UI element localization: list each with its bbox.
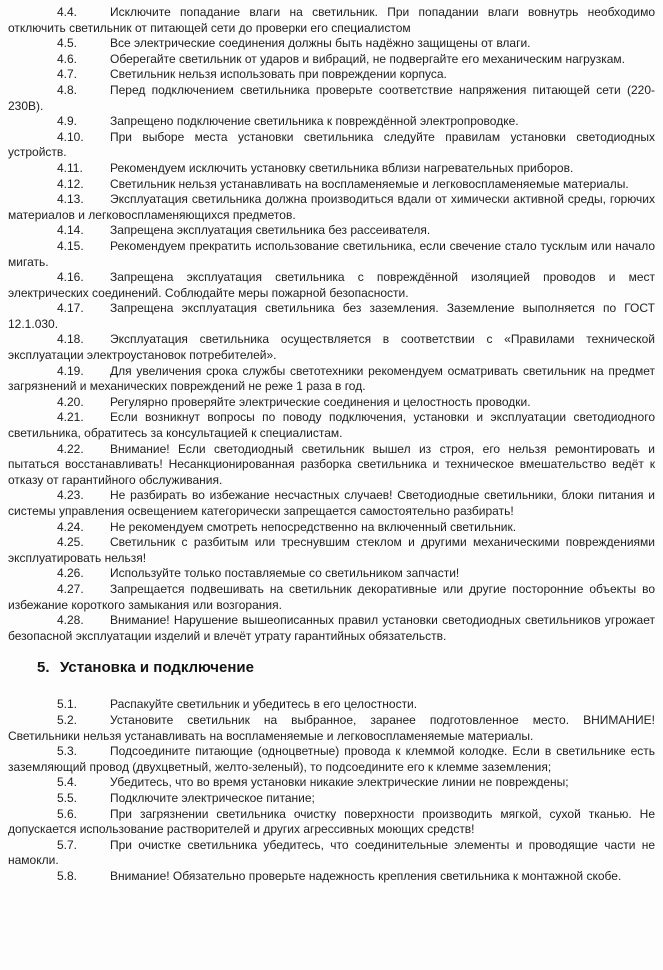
list-item [8,807,655,838]
installation-steps-list [8,697,655,884]
item-text: Все электрические соединения должны быть надёжно защищены от влаги. [110,36,531,51]
item-text: Перед подключением светильника проверьте соответствие напряжения питающей сети (220-230В). [8,82,655,113]
list-item [8,535,655,566]
item-text: Регулярно проверяйте электрические соединения и целостность проводки. [110,394,531,409]
list-item [8,36,655,52]
item-number: 4.25. [57,535,84,550]
item-text: Рекомендуем исключить установку светильника вблизи нагревательных приборов. [110,160,574,175]
item-text: Убедитесь, что во время установки никакие электрические линии не повреждены; [110,775,569,790]
item-number: 4.5. [57,36,78,51]
safety-rules-list [8,5,655,644]
list-item [8,791,655,807]
item-number: 4.19. [57,363,84,378]
item-text: Если возникнут вопросы по поводу подключения, установки и эксплуатации светодиодного светильника, обратитесь за консультацией к специалистам. [8,410,655,441]
item-number: 5.1. [57,697,78,712]
item-text: Запрещается подвешивать на светильник декоративные или другие посторонние объекты во избежание короткого замыкания или возгорания. [8,581,655,612]
item-number: 5.4. [57,775,78,790]
item-text: Установите светильник на выбранное, заранее подготовленное место. ВНИМАНИЕ! Светильники нельзя устанавливать на воспламеняемые и легковоспламеняемые материалы. [8,712,655,743]
item-number: 5.5. [57,790,78,805]
list-item [8,838,655,869]
list-item [8,488,655,519]
list-item [8,67,655,83]
list-item [8,775,655,791]
list-item [8,566,655,582]
item-text: Подсоедините питающие (одноцветные) провода к клеммой колодке. Если в светильнике есть заземляющий провод (двухцветный, желто-зеленый), то подсоедините его к клемме заземления; [8,744,655,774]
list-item [8,697,655,713]
item-number: 4.23. [57,488,84,503]
item-number: 4.11. [57,160,83,175]
item-text: Подключите электрическое питание; [110,790,315,805]
item-number: 5.7. [57,837,78,852]
list-item [8,301,655,332]
list-item [8,52,655,68]
list-item [8,744,655,775]
list-item [8,410,655,441]
item-text: Запрещена эксплуатация светильника без рассеивателя. [110,223,431,238]
item-number: 4.8. [57,82,78,97]
item-text: Внимание! Обязательно проверьте надежность крепления светильника к монтажной скобе. [110,868,622,883]
list-item [8,582,655,613]
section-heading-number: 5. [37,659,50,677]
item-text: Не разбирать во избежание несчастных случаев! Светодиодные светильники, блоки питания и системы управления освещением категорически запрещается самостоятельно разбирать! [8,488,655,518]
section-heading-label: Установка и подключение [60,659,254,677]
list-item [8,395,655,411]
list-item [8,332,655,363]
item-number: 4.13. [57,192,84,207]
item-text: Светильник нельзя устанавливать на воспламеняемые и легковоспламеняемые материалы. [110,176,629,191]
item-number: 4.14. [57,223,84,238]
item-text: Не рекомендуем смотреть непосредственно на включенный светильник. [110,519,517,534]
item-text: При загрязнении светильника очистку поверхности производить мягкой, сухой тканью. Не допускается использование растворителей и других агрессивных моющих средств! [8,806,655,837]
item-text: Используйте только поставляемые со светильником запчасти! [110,566,460,581]
item-number: 5.6. [57,806,78,821]
list-item [8,114,655,130]
item-number: 4.4. [57,5,78,19]
item-text: Рекомендуем прекратить использование светильника, если свечение стало тусклым или начало мигать. [8,238,655,269]
item-text: Запрещено подключение светильника к повреждённой электропроводке. [110,114,519,129]
list-item [8,177,655,193]
item-number: 5.2. [57,712,78,727]
item-number: 4.27. [57,581,84,596]
list-item [8,130,655,161]
list-item [8,239,655,270]
list-item [8,192,655,223]
item-text: Запрещена эксплуатация светильника без заземления. Заземление выполняется по ГОСТ 12.1.030. [8,301,655,331]
item-number: 4.26. [57,566,84,581]
item-number: 4.12. [57,176,84,191]
item-text: При очистке светильника убедитесь, что соединительные элементы и проводящие части не намокли. [8,837,655,868]
item-text: Эксплуатация светильника должна производиться вдали от химически активной среды, горючих материалов и легковоспламеняющихся предметов. [8,192,655,222]
list-item [8,223,655,239]
item-number: 4.16. [57,270,84,285]
list-item [8,613,655,644]
item-number: 5.3. [57,744,78,759]
item-number: 5.8. [57,868,78,883]
list-item [8,713,655,744]
item-text: При выборе места установки светильника следуйте правилам установки светодиодных устройств. [8,129,655,160]
list-item [8,270,655,301]
item-text: Исключите попадание влаги на светильник. При попадании влаги вовнутрь необходимо отключить светильник от питающей сети до проверки его специалистом [8,5,655,35]
item-text: Светильник с разбитым или треснувшим стеклом и другими механическими повреждениями эксплуатировать нельзя! [8,535,655,565]
list-item [8,520,655,536]
list-item [8,869,655,885]
item-number: 4.17. [57,301,84,316]
item-number: 4.15. [57,238,84,253]
item-number: 4.7. [57,67,78,82]
item-number: 4.28. [57,613,84,628]
item-text: Внимание! Нарушение вышеописанных правил установки светодиодных светильников угрожает безопасной эксплуатации изделий и влечёт утрату гарантийных обязательств. [8,613,655,643]
item-text: Светильник нельзя использовать при повреждении корпуса. [110,67,447,82]
item-number: 4.18. [57,332,84,347]
item-text: Эксплуатация светильника осуществляется в соответствии с «Правилами технической эксплуатации электроустановок потребителей». [8,332,655,363]
item-text: Запрещена эксплуатация светильника с повреждённой изоляцией проводов и мест электрических соединений. Соблюдайте меры пожарной безопасности. [8,270,655,300]
list-item [8,5,655,36]
item-number: 4.21. [57,410,84,425]
item-text: Для увеличения срока службы светотехники рекомендуем осматривать светильник на предмет загрязнений и механических повреждений не реже 1 раза в год. [8,363,655,394]
item-number: 4.9. [57,114,78,129]
item-text: Оберегайте светильник от ударов и вибраций, не подвергайте его механическим нагрузкам. [110,51,625,66]
list-item [8,364,655,395]
list-item [8,83,655,114]
item-number: 4.10. [57,129,84,144]
item-number: 4.22. [57,441,84,456]
list-item [8,442,655,489]
item-number: 4.6. [57,51,78,66]
item-text: Внимание! Если светодиодный светильник вышел из строя, его нельзя ремонтировать и пытаться восстанавливать! Несанкционированная разборка светильника и техническое вмешательство ведёт к отказу от гарантийного обслуживания. [8,441,655,487]
item-number: 4.20. [57,394,84,409]
section-heading [37,659,655,677]
item-number: 4.24. [57,519,84,534]
item-text: Распакуйте светильник и убедитесь в его целостности. [110,697,418,712]
list-item [8,161,655,177]
